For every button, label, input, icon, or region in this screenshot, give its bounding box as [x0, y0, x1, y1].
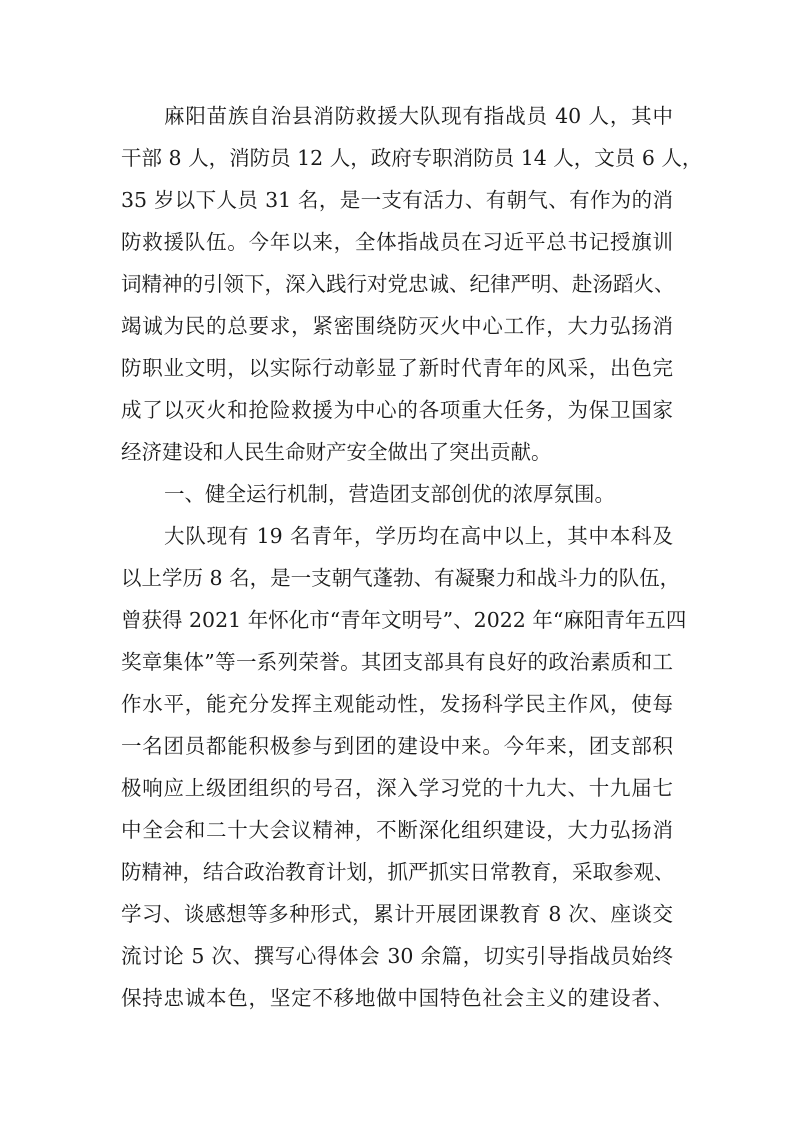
paragraph-2-line: 大队现有 19 名青年，学历均在高中以上，其中本科及: [164, 524, 673, 548]
paragraph-2-line: 防精神，结合政治教育计划，抓严抓实日常教育，采取参观、: [121, 860, 675, 884]
paragraph-2-line: 学习、谈感想等多种形式，累计开展团课教育 8 次、座谈交: [121, 902, 673, 926]
section-heading: 一、健全运行机制，营造团支部创优的浓厚氛围。: [164, 482, 615, 506]
paragraph-1-line: 成了以灭火和抢险救援为中心的各项重大任务，为保卫国家: [121, 398, 673, 422]
paragraph-2-line: 一名团员都能积极参与到团的建设中来。今年来，团支部积: [121, 734, 673, 758]
paragraph-1-line: 防职业文明，以实际行动彰显了新时代青年的风采，出色完: [121, 356, 673, 380]
paragraph-2-line: 曾获得 2021 年怀化市“青年文明号”、2022 年“麻阳青年五四: [121, 608, 687, 632]
paragraph-1-line: 竭诚为民的总要求，紧密围绕防灭火中心工作，大力弘扬消: [121, 314, 673, 338]
paragraph-2-line: 奖章集体”等一系列荣誉。其团支部具有良好的政治素质和工: [121, 650, 673, 674]
paragraph-1-line: 干部 8 人，消防员 12 人，政府专职消防员 14 人，文员 6 人，: [121, 146, 703, 170]
paragraph-1-line: 防救援队伍。今年以来，全体指战员在习近平总书记授旗训: [121, 230, 673, 254]
paragraph-1-line: 经济建设和人民生命财产安全做出了突出贡献。: [121, 440, 552, 464]
paragraph-2-line: 作水平，能充分发挥主观能动性，发扬科学民主作风，使每: [121, 692, 673, 716]
paragraph-2-line: 以上学历 8 名，是一支朝气蓬勃、有凝聚力和战斗力的队伍，: [121, 566, 681, 590]
paragraph-2-line: 流讨论 5 次、撰写心得体会 30 余篇，切实引导指战员始终: [121, 944, 673, 968]
paragraph-1-line: 35 岁以下人员 31 名，是一支有活力、有朝气、有作为的消: [121, 188, 673, 212]
paragraph-2-line: 极响应上级团组织的号召，深入学习党的十九大、十九届七: [121, 776, 673, 800]
paragraph-2-line: 保持忠诚本色，坚定不移地做中国特色社会主义的建设者、: [121, 986, 673, 1010]
paragraph-1-line: 麻阳苗族自治县消防救援大队现有指战员 40 人，其中: [164, 104, 673, 128]
paragraph-2-line: 中全会和二十大会议精神，不断深化组织建设，大力弘扬消: [121, 818, 673, 842]
paragraph-1-line: 词精神的引领下，深入践行对党忠诚、纪律严明、赴汤蹈火、: [121, 272, 675, 296]
